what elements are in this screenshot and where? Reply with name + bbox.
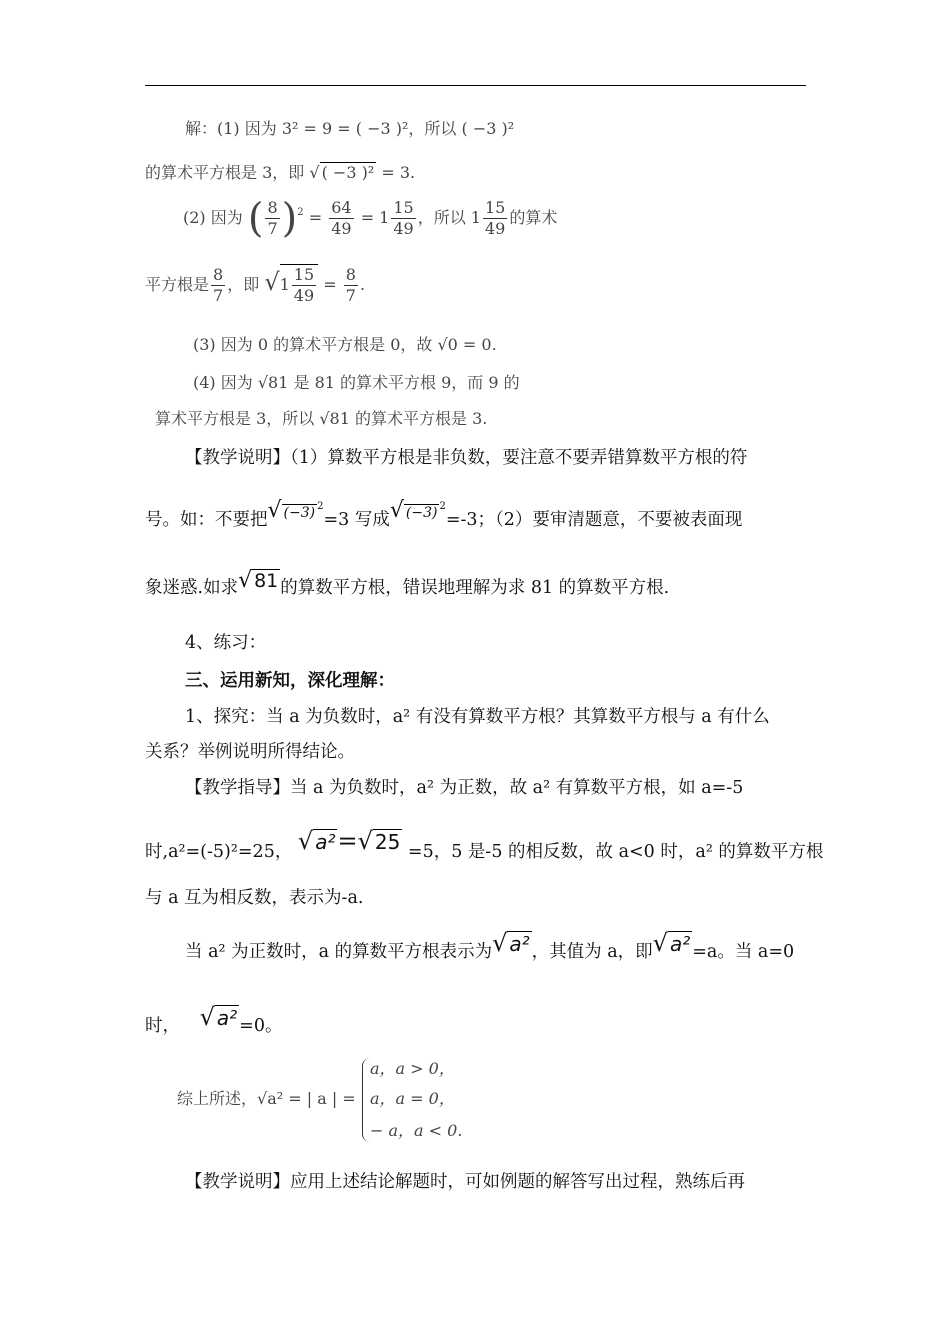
guide-line3: 与 a 互为相反数，表示为-a.	[145, 888, 364, 908]
note-text-d: 象迷惑.如求	[145, 578, 239, 598]
solution-2b-prefix: 平方根是	[145, 275, 210, 294]
solution-2-line1: (2) 因为 ( $\frac{8}{7}$ )$^2$ = $\frac{64}{49}$ = 1 $\frac{15}{49}$ ，所以 1 $\frac{15}{49}$ 的算术	[183, 195, 558, 242]
guide-text-a: 时,a²=(-5)²=25，	[145, 842, 293, 862]
case-negative: − a，a < 0.	[370, 1121, 463, 1140]
note-text-e: 的算数平方根，错误地理解为求 81 的算数平方根.	[280, 578, 670, 598]
sqrt-25: √ 25	[357, 827, 401, 855]
sqrt-expression: √ ( −3 )²	[309, 163, 375, 182]
summary-prefix: 综上所述，√a² = | a | =	[177, 1089, 356, 1108]
note-text-a: 号。如：不要把	[145, 510, 268, 530]
solution-1-result: = 3.	[381, 163, 416, 182]
case-positive: a，a > 0，	[370, 1059, 455, 1078]
fraction-8-7-b: $\frac{8}{7}$	[213, 265, 224, 305]
solution-1-line2	[145, 162, 415, 184]
sqrt-mixed-number: √1 $\frac{15}{49}$	[264, 262, 318, 306]
teaching-note-1-line2	[145, 498, 743, 532]
solution-1-line1: 解：(1) 因为 3² = 9 = ( −3 )²，所以 ( −3 )²	[185, 119, 515, 138]
sqrt-neg3-squared-b: √ (−3) $^2$	[389, 498, 446, 523]
fraction-15-49-b: $\frac{15}{49}$	[485, 198, 506, 238]
equals-sign-2: =	[323, 275, 337, 294]
equals-big: =	[337, 827, 358, 855]
guide-line1: 【教学指导】当 a 为负数时，a² 为正数，故 a² 有算数平方根，如 a=-5	[185, 778, 744, 798]
positive-case-line	[185, 929, 795, 963]
explore-line2: 关系？举例说明所得结论。	[145, 742, 355, 762]
solution-2-suffix: 的算术	[509, 208, 558, 227]
sqrt-81: √ 81	[238, 568, 279, 593]
sqrt-a2-b: √ a²	[652, 929, 691, 957]
fraction-64-49: $\frac{64}{49}$	[331, 198, 352, 238]
note-text-c: =-3；（2）要审清题意，不要被表面现	[445, 510, 743, 530]
zero-text-a: 时，	[145, 1016, 180, 1036]
solution-2b-mid: ，即	[227, 275, 260, 294]
solution-3: (3) 因为 0 的算术平方根是 0，故 √0 = 0.	[193, 335, 497, 354]
solution-2-line2	[145, 262, 365, 306]
solution-2-prefix: (2) 因为	[183, 208, 243, 227]
fraction-8-7: $\frac{8}{7}$	[267, 198, 278, 238]
section-3-heading: 三、运用新知，深化理解：	[185, 671, 395, 691]
fraction-8-7-c: $\frac{8}{7}$	[345, 265, 356, 305]
zero-case-line	[145, 1003, 283, 1037]
teaching-note-1-line1: 【教学说明】（1）算数平方根是非负数，要注意不要弄错算数平方根的符	[185, 448, 748, 468]
equals-sign: =	[308, 208, 323, 227]
sqrt-a2-a: √ a²	[492, 929, 530, 957]
positive-text-c: =a。当 a=0	[692, 942, 795, 962]
sqrt-neg3-squared: √ (−3) $^2$	[267, 498, 324, 523]
so-text: ，所以 1	[417, 208, 481, 227]
period: .	[359, 275, 366, 294]
header-rule	[145, 85, 806, 86]
practice-heading: 4、练习：	[185, 633, 267, 653]
guide-text-b: =5，5 是-5 的相反数，故 a<0 时，a² 的算数平方根	[407, 842, 824, 862]
teaching-note-1-line3	[145, 568, 670, 599]
equals-one: = 1	[360, 208, 390, 227]
sqrt-a2-zero: √ a²	[199, 1003, 238, 1031]
positive-text-a: 当 a² 为正数时，a 的算数平方根表示为	[185, 942, 493, 962]
solution-4-line2: 算术平方根是 3，所以 √81 的算术平方根是 3.	[155, 409, 488, 428]
sqrt-a-squared: √ a²	[297, 827, 336, 855]
teaching-note-2: 【教学说明】应用上述结论解题时，可如例题的解答写出过程，熟练后再	[185, 1172, 745, 1192]
positive-text-b: ，其值为 a，即	[531, 942, 653, 962]
case-zero: a，a = 0，	[370, 1089, 455, 1108]
solution-1-text: 的算术平方根是 3，即	[145, 163, 305, 182]
fraction-15-49: $\frac{15}{49}$	[393, 198, 414, 238]
solution-4-line1: (4) 因为 √81 是 81 的算术平方根 9，而 9 的	[193, 373, 520, 392]
note-text-b: =3 写成	[323, 510, 390, 530]
zero-text-b: =0。	[239, 1016, 283, 1036]
guide-line2	[145, 827, 824, 863]
explore-line1: 1、探究：当 a 为负数时，a² 有没有算数平方根？其算数平方根与 a 有什么	[185, 707, 770, 727]
